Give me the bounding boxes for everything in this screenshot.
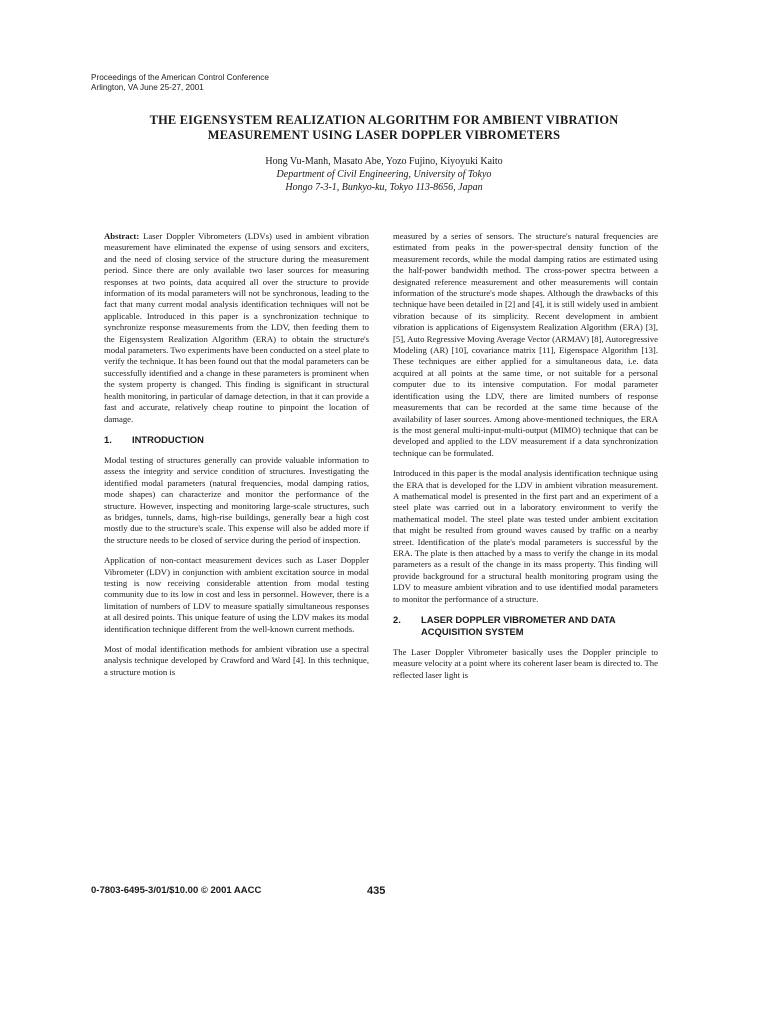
title-line-2: MEASUREMENT USING LASER DOPPLER VIBROMETERS [207,128,561,142]
section-2-number: 2. [393,614,401,625]
intro-paragraph-3: Most of modal identification methods for ambient vibration use a spectral analysis technique developed by Crawford and Ward [4]. In this technique, a structure motion is [104,644,369,677]
author-block [100,155,668,194]
author-department: Department of Civil Engineering, University of Tokyo [276,169,492,180]
right-paragraph-1: measured by a series of sensors. The structure's natural frequencies are estimated from peaks in the power-spectral density function of the measurement records, while the modal damping ratios are estimated using the half-power bandwidth method. The cross-power spectra between a designated reference measurement and other measurements will contain information of the structure's mode shapes. Although the drawbacks of this technique have been detailed in [2] and [4], it is still widely used in ambient vibration because of its simplicity. Recent development in ambient vibration is applications of Eigensystem Realization Algorithm (ERA) [3], [5], Auto Regressive Moving Average Vector (ARMAV) [8], Autoregressive Modeling (AR) [10], covariance matrix [11], Eigenspace Algorithm [13]. These techniques are either applied for a simultaneous data, i.e. data acquired at all points at the same time, or not suitable for a personal computer due to its intensive computation. For modal parameter identification using the LDV, there are limited numbers of response measurements that can be recorded at the same time because of the availability of laser sources. Among above-mentioned techniques, the ERA is the most general multi-input-multi-output (MIMO) technique that can be developed and applied to the LDV measurement if a data synchronization technique can be formulated. [393,231,658,458]
paper-title [100,113,668,143]
left-column [104,231,369,687]
title-line-1: THE EIGENSYSTEM REALIZATION ALGORITHM FOR AMBIENT VIBRATION [149,113,619,127]
footer-isbn: 0-7803-6495-3/01/$10.00 © 2001 AACC [91,885,262,896]
section-1-number: 1. [104,433,112,445]
proceedings-header [91,73,269,93]
abstract-paragraph [104,231,369,425]
abstract-label: Abstract: [104,231,140,241]
section-2-title: LASER DOPPLER VIBROMETER AND DATA ACQUISITION SYSTEM [421,614,616,637]
right-paragraph-3: The Laser Doppler Vibrometer basically uses the Doppler principle to measure velocity at a point where its coherent laser beam is directed to. The reflected laser light is [393,647,658,680]
right-column [393,231,658,690]
intro-paragraph-1: Modal testing of structures generally can provide valuable information to assess the integrity and service condition of structures. Investigating the identified modal parameters (natural frequencies, modal damping ratios, mode shapes) can characterize and monitor the performance of the structure. However, inspecting and monitoring large-scale structures, such as bridges, tunnels, dams, high-rise buildings, generally bear a high cost mostly due to the structure's scale. This expense will also be added more if the structure needs to be closed of service during the period of inspection. [104,454,369,545]
section-1-heading [104,434,369,446]
section-2-heading [393,614,658,638]
section-1-title: INTRODUCTION [132,433,204,445]
proceedings-line-1: Proceedings of the American Control Conference [91,73,269,82]
right-paragraph-2: Introduced in this paper is the modal analysis identification technique using the ERA that is developed for the LDV in ambient vibration measurement. A mathematical model is presented in the first part and an experiment of a steel plate was carried out in a laboratory environment to verify the mathematical model. The steel plate was tested under ambient excitation that might be resulted from ground waves caused by traffic on a nearby street. Identification of the plate's modal parameters is successful by the ERA. The plate is then attached by a mass to verify the change in its modal parameters as a result of the change in its mass property. This finding will provide background for a structural health monitoring program using the LDV to measure ambient vibration and to use identified modal parameters to monitor the performance of a structure. [393,468,658,604]
abstract-text: Laser Doppler Vibrometers (LDVs) used in ambient vibration measurement have eliminated the expense of using sensors and exciters, and the need of closing service of the structure during the measurement period. Since there are only available two laser sources for measuring responses at two points, data acquired all over the structure to provide information of its modal parameters will not be synchronous, leading to the fact that many current modal analysis identification techniques will not be applicable. Introduced in this paper is a synchronization technique to synchronize response measurements from the LDV, then feeding them to the Eigensystem Realization Algorithm (ERA) to obtain the structure's modal parameters. Two experiments have been conducted on a steel plate to verify the technique. It has been found out that the modal parameters can be successfully identified and a change in these parameters is prominent when the system property is changed. This finding is significant in structural health monitoring, in particular of damage detection, in that it can provide a fast and accurate, relatively cheap routine to pinpoint the location of damage. [104,231,369,424]
page-number: 435 [367,885,386,897]
proceedings-line-2: Arlington, VA June 25-27, 2001 [91,83,204,92]
intro-paragraph-2: Application of non-contact measurement devices such as Laser Doppler Vibrometer (LDV) in conjunction with ambient excitation source in modal testing is now receiving considerable attention from modal testing community due to its low in cost and less in personnel. However, there is a limitation of numbers of LDV to measure spatially simultaneous responses at all desired points. This unique feature of using the LDV makes its modal identification technique different from the well-known current methods. [104,555,369,634]
author-names: Hong Vu-Manh, Masato Abe, Yozo Fujino, Kiyoyuki Kaito [265,156,503,167]
author-address: Hongo 7-3-1, Bunkyo-ku, Tokyo 113-8656, Japan [285,182,483,193]
